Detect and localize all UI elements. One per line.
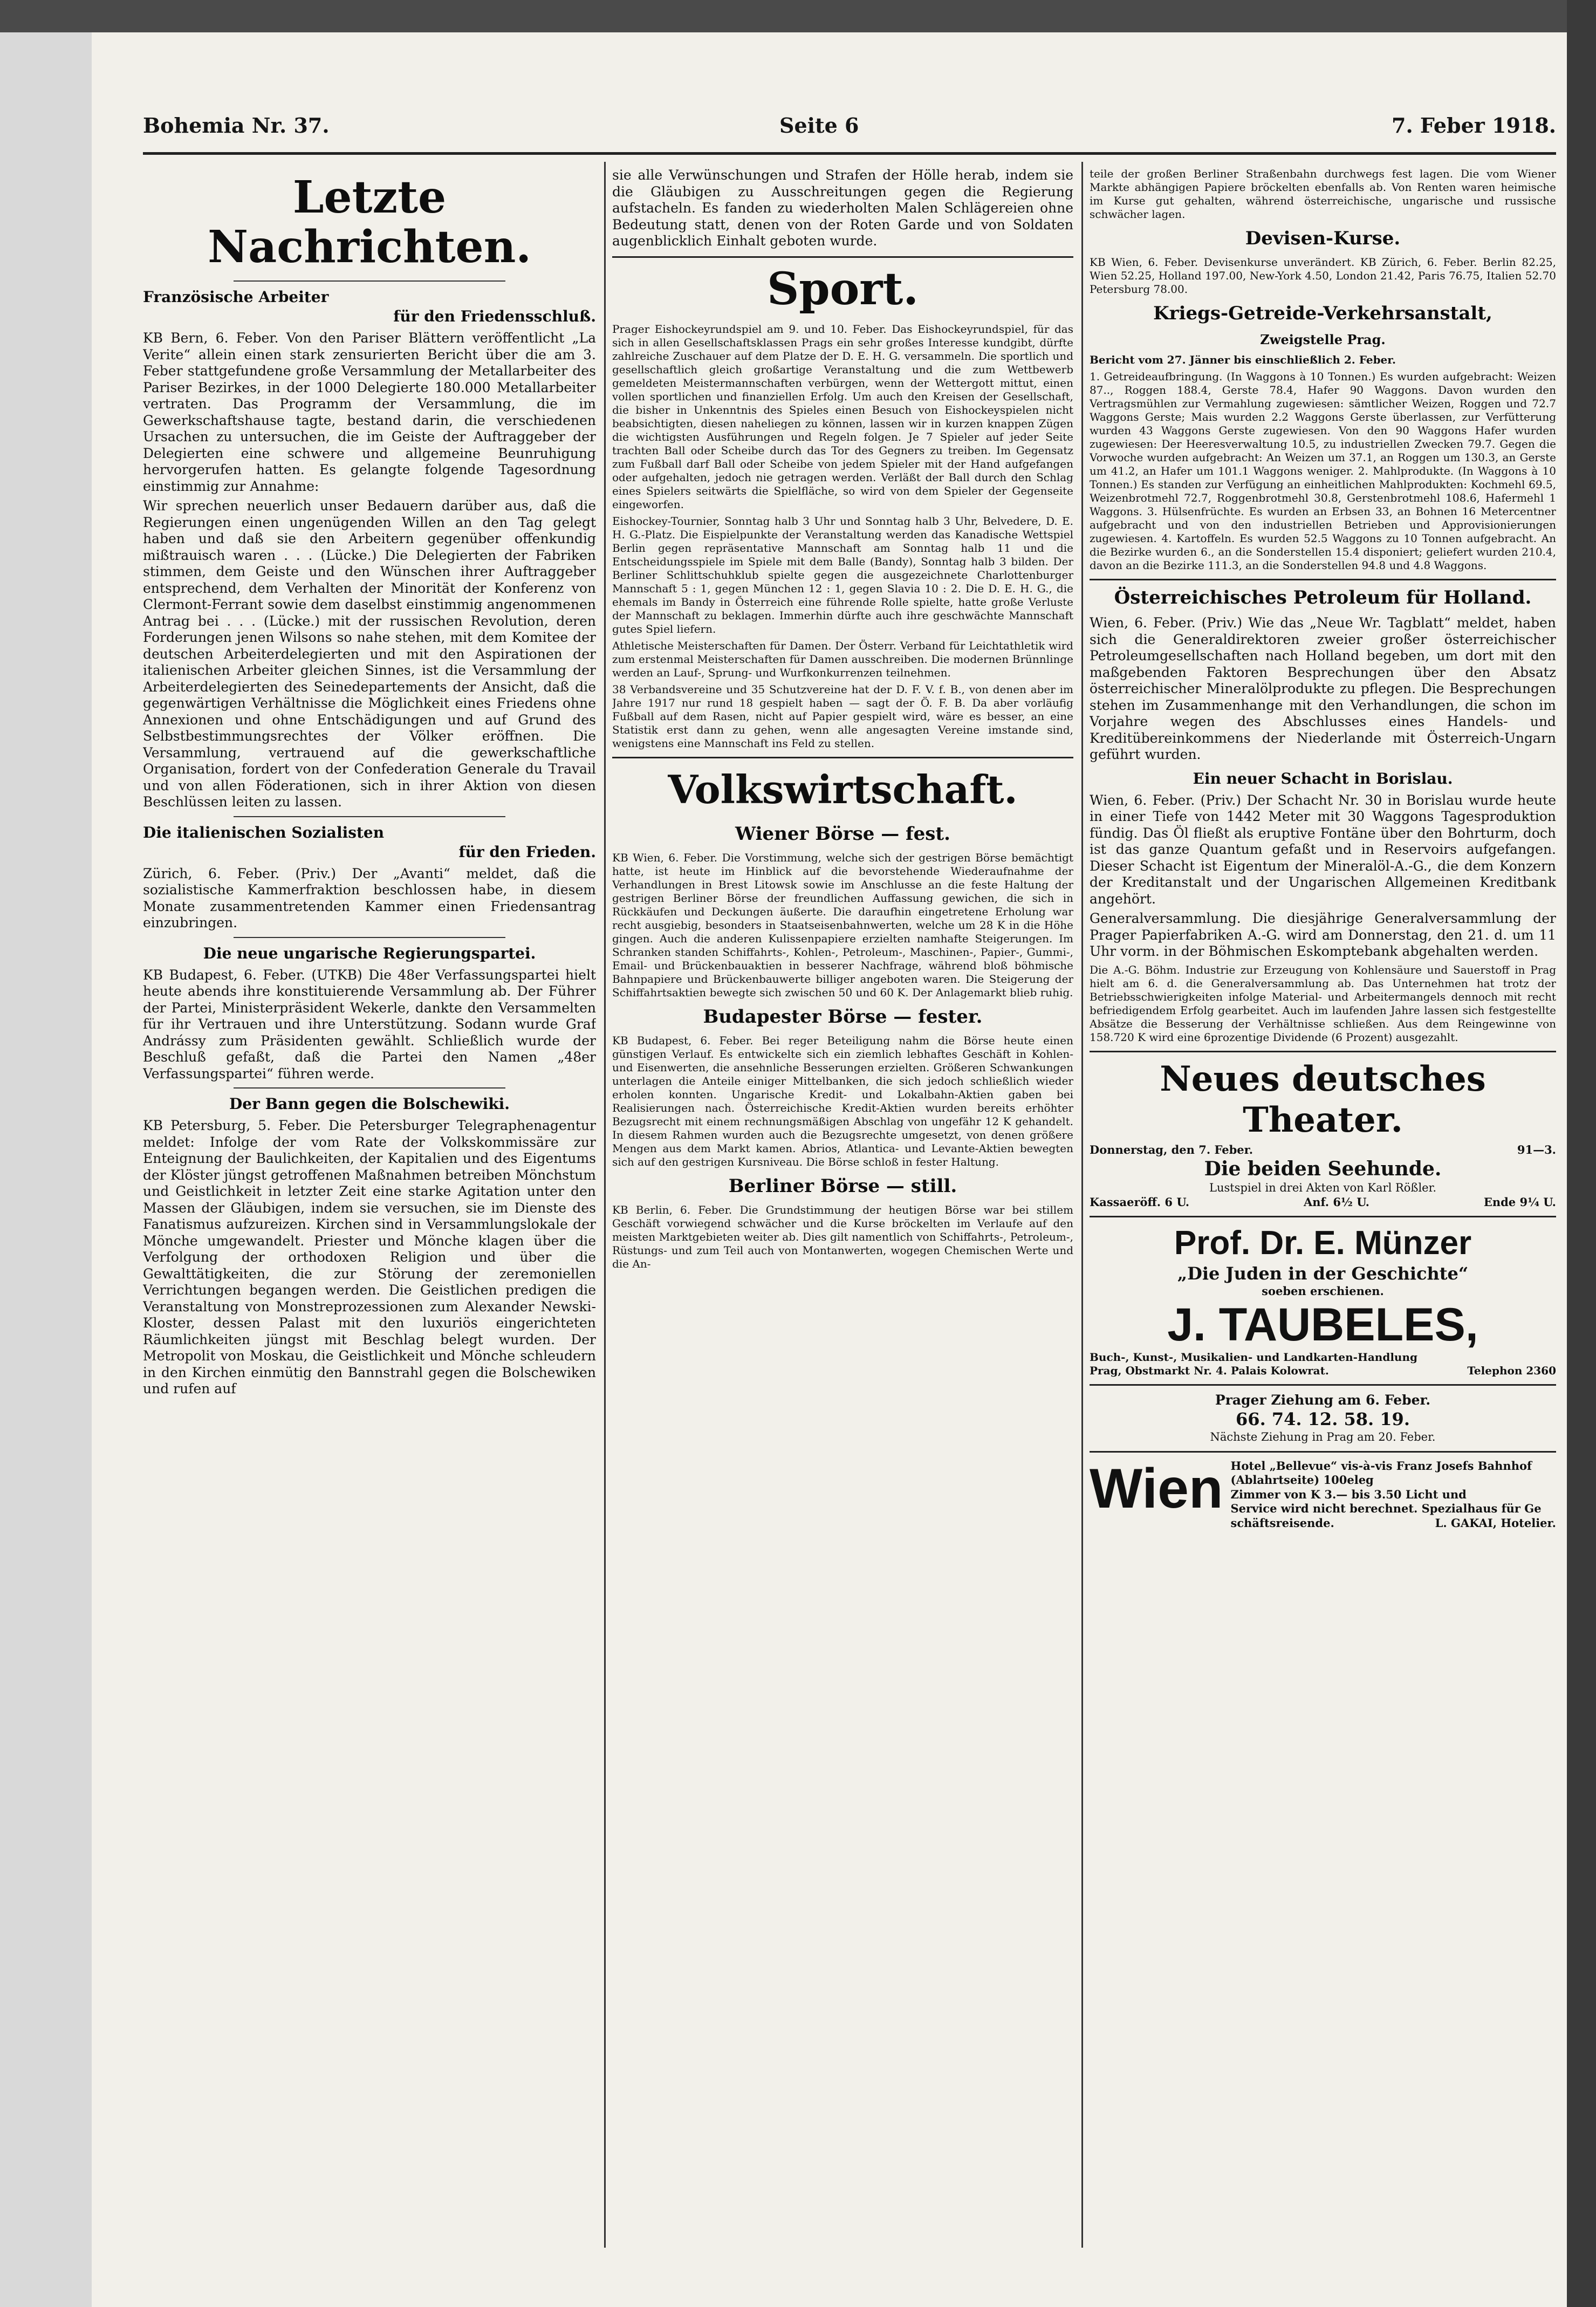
book-ad xyxy=(1090,1224,1556,1378)
article-title: Kriegs-Getreide-Verkehrsanstalt, xyxy=(1153,303,1492,324)
article-text: Die A.-G. Böhm. Industrie zur Erzeugung von Kohlensäure und Sauerstoff in Prag hielt am 6. d. die Generalversammlung ab. Das Unternehmen hat trotz der Betriebsschwierigkeiten infolge Material- und Arbeitermangels dennoch mit recht befriedigendem Erfolg gearbeitet. Auch im laufenden Jahre lassen sich festgestellte Absätze die Besserung der Verhältnisse schließen. Aus dem Reingewinne von 158.720 K wird eine 6prozentige Dividende (6 Prozent) ausgezahlt. xyxy=(1090,963,1556,1044)
article-text: Wir sprechen neuerlich unser Bedauern darüber aus, daß die Regierungen einen ungenügenden Willen an den Tag gelegt haben und daß sie den Arbeitern gegenüber offenkundig mißtrauisch waren . . . (Lücke.) Die Delegierten der Fabriken stimmen, dem Geiste und den Wünschen ihrer Auftraggeber entsprechend, dem Verhalten der Minorität der Konferenz von Clermont-Ferrant sowie dem daselbst einstimmig angenommenen Antrag bei . . . (Lücke.) mit der russischen Revolution, deren Forderungen jenen Wilsons so nahe stehen, mit dem Komitee der deutschen Arbeiterdelegierten und mit den Aspirationen der italienischen Arbeiter gleichen Sinnes, ist die Versammlung der Arbeiterdelegierten des Seinedepartements der Ansicht, daß die gegenwärtigen Verhältnisse die Möglichkeit eines Friedens ohne Annexionen und ohne Entschädigungen und auf Grund des Selbstbestimmungsrechtes der Völker eröffnen. Die Versammlung, vertrauend auf die gewerkschaftliche Organisation, fordert von der Confederation Generale du Travail und von allen Föderationen, sich in ihrer Aktion von diesen Beschlüssen leiten zu lassen. xyxy=(143,498,596,810)
publisher-address: Prag, Obstmarkt Nr. 4. Palais Kolowrat. xyxy=(1090,1364,1329,1377)
article-title: Ein neuer Schacht in Borislau. xyxy=(1193,769,1453,788)
article-text: Zürich, 6. Feber. (Priv.) Der „Avanti“ meldet, daß die sozialistische Kammerfraktion beschlossen habe, in diesem Monate zusammentretenden Kammer einen Friedensantrag einzubringen. xyxy=(143,865,596,930)
article-text: 1. Getreideaufbringung. (In Waggons à 10 Tonnen.) Es wurden aufgebracht: Weizen 87.., Roggen 188.4, Gerste 78.4, Hafer 90 Waggons. Davon wurden den Vertragsmühlen zur Vermahlung zugewiesen: sämtlicher Weizen, Roggen und 72.7 Waggons Gerste; Mais wurden 2.2 Waggons Gerste überlassen, zur Verfütterung wurden 43 Waggons Gerste zugewiesen. Von den 90 Waggons Hafer wurden zugewiesen: Der Heeresverwaltung 10.5, zu industriellen Zwecken 79.7. Gegen die Vorwoche wurden aufgebracht: An Weizen um 37.1, an Roggen um 130.3, an Gerste um 41.2, an Hafer um 101.1 Waggons weniger. 2. Mahlprodukte. (In Waggons à 10 Tonnen.) Es standen zur Verfügung an einheitlichen Mahlprodukten: Kochmehl 69.5, Weizenbrotmehl 72.7, Roggenbrotmehl 30.8, Gerstenbrotmehl 108.6, Hafermehl 1 Waggons. 3. Hülsenfrüchte. Es wurden an Erbsen 33, an Bohnen 16 Metercentner aufgebracht und von den industriellen Betrieben und Approvisionierungen zugewiesen. 4. Kartoffeln. Es wurden 52.5 Waggons zu 10 Tonnen aufgebracht. An die Bezirke wurden 6., an die Sonderstellen 15.4 disponiert; geliefert wurden 210.4, davon an die Bezirke 111.3, an die Sonderstellen 94.8 und 4.8 Waggons. xyxy=(1090,370,1556,572)
hotel-line: Hotel „Bellevue“ vis-à-vis Franz Josefs Bahnhof (Ablahrtseite) 100eleg xyxy=(1230,1459,1532,1487)
column-3 xyxy=(1090,167,1556,2256)
article-text: KB Budapest, 6. Feber. (UTKB) Die 48er Verfassungspartei hielt heute abends ihre konstituierende Versammlung ab. Der Führer der Partei, Ministerpräsident Wekerle, dankte den Versammelten für ihr Vertrauen und ihre Unterstützung. Sodann wurde Graf Andrássy zum Präsidenten gewählt. Schließlich wurde der Beschluß gefaßt, daß die Partei den Namen „48er Verfassungspartei“ führen werde. xyxy=(143,967,596,1081)
hotel-line: schäftsreisende. xyxy=(1230,1516,1334,1530)
divider xyxy=(1090,1051,1556,1052)
theater-ad xyxy=(1090,1059,1556,1210)
newspaper-page xyxy=(92,32,1567,2307)
article-text: Bericht vom 27. Jänner bis einschließlich 2. Feber. xyxy=(1090,353,1396,366)
scan-border-right xyxy=(1567,0,1596,2307)
lottery-numbers: 66. 74. 12. 58. 19. xyxy=(1236,1409,1410,1429)
section-title-letzte-nachrichten: Letzte Nachrichten. xyxy=(208,172,531,273)
article-text: KB Wien, 6. Feber. Die Vorstimmung, welche sich der gestrigen Börse bemächtigt hatte, ist heute im Hinblick auf die bevorstehende Wiederaufnahme der Verhandlungen in Brest Litowsk sowie im Anschlusse an die feste Haltung der gestrigen Berliner Börse der freundlichen Auffassung gewichen, die sich in Rückkäufen und Deckungen äußerte. Die daraufhin eingetretene Erholung war recht ausgiebig, besonders in Staatseisenbahnwerten, welche um 28 K in die Höhe gingen. Auch die anderen Kulissenpapiere erzielten namhafte Steigerungen. Im Schranken standen Schiffahrts-, Kohlen-, Petroleum-, Maschinen-, Papier-, Gummi-, Email- und Brückenbauaktien in besserer Nachfrage, während bloß böhmische Bahnpapiere und Brückenbauwerte billiger angeboten waren. Die Steigerung der Schiffahrtsaktien bewegte sich zwischen 50 und 60 K. Der Anlagemarkt blieb ruhig. xyxy=(612,851,1073,999)
column-divider xyxy=(604,162,606,2248)
lottery-title: Prager Ziehung am 6. Feber. xyxy=(1215,1392,1431,1408)
article-text: KB Petersburg, 5. Feber. Die Petersburger Telegraphenagentur meldet: Infolge der vom Rate der Volkskommissäre zur Enteignung der Baulichkeiten, der Kapitalien und des Eigentums der Klöster jüngst getroffenen Maßnahmen betreiben Mönchstum und Geistlichkeit in letzter Zeit eine starke Agitation unter den Massen der Gläubigen, indem sie versuchen, sie im Dienste des Fanatismus aufzureizen. Kirchen sind in Versammlungslokale der Mönche umgewandelt. Priester und Mönche klagen über die Verfolgung der orthodoxen Religion und über die Gewalttätigkeiten, die zur Störung der zeremoniellen Verrichtungen begangen werden. Die Geistlichen predigen die Veranstaltung von Monstreprozessionen zum Alexander Newski-Kloster, dessen Palast mit den luxuriös eingerichteten Räumlichkeiten jüngst mit Beschlag belegt wurden. Der Metropolit von Moskau, die Geistlichkeit und Mönche schleudern in den Kirchen einmütig den Bannstrahl gegen die Bolschewiken und rufen auf xyxy=(143,1118,596,1396)
divider xyxy=(612,757,1073,758)
divider xyxy=(234,280,505,282)
header-date: 7. Feber 1918. xyxy=(1392,113,1556,138)
hotel-line: Zimmer von K 3.— bis 3.50 Licht und xyxy=(1230,1487,1467,1501)
article-title: Wiener Börse — fest. xyxy=(735,823,950,845)
article-text: Athletische Meisterschaften für Damen. Der Österr. Verband für Leichtathletik wird zum erstenmal Meisterschaften für Damen ausschreiben. Die modernen Brünnlinge werden an Lauf-, Sprung- und Wurfkonkurrenzen teilnehmen. xyxy=(612,639,1073,679)
divider xyxy=(1090,1451,1556,1453)
theater-ende: Ende 9¼ U. xyxy=(1483,1195,1556,1209)
article-subtitle: Zweigstelle Prag. xyxy=(1260,332,1386,347)
article-text: Wien, 6. Feber. (Priv.) Der Schacht Nr. 30 in Borislau wurde heute in einer Tiefe von 1442 Meter mit 30 Waggons Tagesproduktion fündig. Das Öl fließt als eruptive Fontäne über den Bohrturm, doch ist das ganze Quantum gefaßt und in Reservoirs aufgefangen. Dieser Schacht ist Eigentum der Mineralöl-A.-G., die dem Konzern der Kreditanstalt und der Ungarischen Allgemeinen Kreditbank angehört. xyxy=(1090,792,1556,907)
article-text: Wien, 6. Feber. (Priv.) Wie das „Neue Wr. Tagblatt“ meldet, haben sich die Generaldirektoren zweier großer österreichischer Petroleumgesellschaften nach Holland begeben, um dort mit den maßgebenden Faktoren Besprechungen über den Absatz österreichischer Mineralölprodukte zu pflegen. Die Besprechungen stehen im Zusammenhange mit den Verhandlungen, die schon im Vorjahre wegen des Abschlusses eines Handels- und Kreditübereinkommens der Niederlande mit Österreich-Ungarn geführt wurden. xyxy=(1090,615,1556,762)
divider xyxy=(1090,579,1556,580)
article-text: teile der großen Berliner Straßenbahn durchwegs fest lagen. Die vom Wiener Markte abhängigen Papiere bröckelten ebenfalls ab. Von Renten waren heimische im Kurse gut gehalten, während österreichische, ungarische und russische schwächer lagen. xyxy=(1090,167,1556,221)
divider xyxy=(1090,1384,1556,1386)
section-title-sport: Sport. xyxy=(767,263,919,315)
header-rule xyxy=(143,152,1556,155)
article-text: KB Berlin, 6. Feber. Die Grundstimmung der heutigen Börse war bei stillem Geschäft vorwiegend schwächer und die Kurse bröckelten im Verlaufe auf den meisten Marktgebieten weiter ab. Dies gilt namentlich von Schiffahrts-, Petroleum-, Rüstungs- und zum Teil auch von Montanwerten, wogegen Chemischen Werte und die An- xyxy=(612,1203,1073,1270)
divider xyxy=(234,1087,505,1089)
article-text: KB Bern, 6. Feber. Von den Pariser Blättern veröffentlicht „La Verite“ allein einen stark zensurierten Bericht über die am 3. Feber stattgefundene große Versammlung der Metallarbeiter des Pariser Bezirkes, in der 1000 Delegierte 180.000 Metallarbeiter vertraten. Das Programm der Versammlung, die im Gewerkschaftshause tagte, bestand darin, die verschiedenen Ursachen zu untersuchen, die im Geiste der Auftraggeber der Delegierten eine schwere und allgemeine Beunruhigung hervorgerufen hatten. Es gelangte folgende Tagesordnung einstimmig zur Annahme: xyxy=(143,330,596,494)
theater-subtitle: Lustspiel in drei Akten von Karl Rößler. xyxy=(1209,1181,1436,1194)
lottery-ad xyxy=(1090,1392,1556,1445)
divider xyxy=(234,937,505,938)
article-text: KB Budapest, 6. Feber. Bei reger Beteiligung nahm die Börse heute einen günstigen Verlauf. Es entwickelte sich ein ziemlich lebhaftes Geschäft in Kohlen- und Eisenwerten, die ansehnliche Besserungen erzielten. Größeren Schwankungen unterlagen die Anteile einiger Mittelbanken, die sich jedoch schließlich wieder erholen konnten. Ungarische Kredit- und Lokalbahn-Aktien gaben bei Realisierungen nach. Österreichische Kredit-Aktien wurden bereits erhöhter Bezugsrecht mit einem rechnungsmäßigen Abschlag von ungefähr 12 K gehandelt. In diesem Rahmen wurden auch die Bezugsrechte umgesetzt, von denen größere Mengen aus dem Markt kamen. Abrios, Atlantica- und Levante-Aktien bewegten sich auf den gestrigen Kursniveau. Die Börse schloß in fester Haltung. xyxy=(612,1033,1073,1168)
hotel-owner: L. GAKAI, Hotelier. xyxy=(1435,1516,1556,1530)
divider xyxy=(234,816,505,817)
theater-play: Die beiden Seehunde. xyxy=(1204,1158,1442,1180)
article-text: sie alle Verwünschungen und Strafen der Hölle herab, indem sie die Gläubigen zu Ausschreitungen gegen die Regierung aufstacheln. Es fanden zu wiederholten Malen Schlägereien ohne Bedeutung statt, denen von der Roten Garde und von Soldaten augenblicklich Einhalt geboten wurde. xyxy=(612,167,1073,249)
article-title: für den Frieden. xyxy=(458,843,596,861)
book-note: soeben erschienen. xyxy=(1262,1284,1384,1298)
article-title: Budapester Börse — fester. xyxy=(703,1005,983,1028)
column-1 xyxy=(143,167,596,2256)
hotel-city: Wien xyxy=(1090,1457,1223,1520)
header-page-number: Seite 6 xyxy=(779,113,859,138)
article-title: Französische Arbeiter xyxy=(143,288,329,306)
article-text: Prager Eishockeyrundspiel am 9. und 10. Feber. Das Eishockeyrundspiel, für das sich in allen Gesellschaftsklassen Prags ein sehr großes Interesse kundgibt, dürfte zahlreiche Zuschauer auf dem Platze der D. E. H. G. versammeln. Die sportlich und gesellschaftlich gleich großartige Veranstaltung und die zum Wettbewerb gemeldeten Meistermannschaften verbürgen, wenn der Wettergott mittut, einen vollen sportlichen und finanziellen Erfolg. Um auch den Kreisen der Gesellschaft, die bisher in Unkenntnis des Spieles einen Besuch von Eishockeyspielen nicht beabsichtigten, diesen naheliegen zu können, lassen wir in kurzen knappen Zügen die wichtigsten Ausführungen und Regeln folgen. Je 7 Spieler auf jeder Seite trachten Ball oder Scheibe durch das Tor des Gegners zu treiben. Im Gegensatz zum Fußball darf Ball oder Scheibe von jedem Spieler mit der Hand aufgefangen oder aufgehalten, jedoch nie getragen werden. Verläßt der Ball durch den Schlag eines Spielers seitwärts die Spielfläche, so wird von dem Spieler der Gegenseite eingeworfen. xyxy=(612,322,1073,511)
article-title: Die italienischen Sozialisten xyxy=(143,823,385,841)
article-text: Eishockey-Tournier, Sonntag halb 3 Uhr und Sonntag halb 3 Uhr, Belvedere, D. E. H. G.-Platz. Die Eispielpunkte der Veranstaltung werden das Kanadische Wettspiel Berlin gegen repräsentative Mannschaft am Sonntag halb 11 und die Entscheidungsspiele im Spiele mit dem Balle (Bandy), Sonntag halb 3 bilden. Der Berliner Schlittschuhklub spielte gegen die ausgezeichnete Charlottenburger Mannschaft 5 : 1, gegen München 12 : 1, gegen Slavia 10 : 2. Die D. E. H. G., die ehemals im Bandy in Österreich eine führende Rolle spielte, hatte große Verluste der Mannschaft zu beklagen. Immerhin dürfte auch ihre geschwächte Mannschaft gutes Spiel liefern. xyxy=(612,514,1073,635)
publisher-phone: Telephon 2360 xyxy=(1467,1364,1556,1377)
publisher-line: Buch-, Kunst-, Musikalien- und Landkarten-Handlung xyxy=(1090,1350,1417,1364)
theater-title: Neues deutsches Theater. xyxy=(1160,1058,1486,1140)
lottery-next: Nächste Ziehung in Prag am 20. Feber. xyxy=(1210,1430,1436,1443)
article-text: 38 Verbandsvereine und 35 Schutzvereine hat der D. F. V. f. B., von denen aber im Jahre 1917 nur rund 18 gespielt haben — sagt der Ö. F. B. Da aber vorläufig Fußball auf dem Rasen, nicht auf Papier gespielt wird, wäre es besser, an eine Statistik erst dann zu gehen, wenn alle angesagten Vereine imstande sind, wenigstens eine Mannschaft ins Feld zu stellen. xyxy=(612,682,1073,750)
article-title: Österreichisches Petroleum für Holland. xyxy=(1114,587,1532,608)
header-issue: Bohemia Nr. 37. xyxy=(143,113,330,138)
divider xyxy=(1090,1216,1556,1217)
column-divider xyxy=(1081,162,1083,2248)
divider xyxy=(612,256,1073,258)
article-title: Berliner Börse — still. xyxy=(728,1175,957,1197)
author-name: Prof. Dr. E. Münzer xyxy=(1174,1224,1472,1262)
publisher-name: J. TAUBELES, xyxy=(1167,1298,1478,1351)
article-title: Die neue ungarische Regierungspartei. xyxy=(203,944,536,962)
hotel-ad xyxy=(1090,1459,1556,1531)
article-text: Generalversammlung. Die diesjährige Generalversammlung der Prager Papierfabriken A.-G. wird am Donnerstag, den 21. d. um 11 Uhr vorm. in der Böhmischen Eskomptebank abgehalten werden. xyxy=(1090,911,1556,959)
theater-anfang: Anf. 6½ U. xyxy=(1303,1195,1369,1209)
theater-kassa: Kassaeröff. 6 U. xyxy=(1090,1195,1190,1209)
scan-border-top xyxy=(0,0,1567,32)
article-title: Der Bann gegen die Bolschewiki. xyxy=(229,1095,510,1113)
book-title: „Die Juden in der Geschichte“ xyxy=(1177,1263,1469,1284)
theater-date: Donnerstag, den 7. Feber. xyxy=(1090,1142,1253,1156)
theater-number: 91—3. xyxy=(1517,1142,1556,1156)
hotel-line: Service wird nicht berechnet. Spezialhaus für Ge xyxy=(1230,1502,1542,1515)
article-title: Devisen-Kurse. xyxy=(1245,228,1401,249)
article-text: KB Wien, 6. Feber. Devisenkurse unverändert. KB Zürich, 6. Feber. Berlin 82.25, Wien 52.25, Holland 197.00, New-York 4.50, London 21.42, Paris 76.75, Italien 52.70 Petersburg 78.00. xyxy=(1090,256,1556,296)
page-header xyxy=(143,113,1556,146)
article-title: für den Friedensschluß. xyxy=(393,307,596,325)
section-title-volkswirtschaft: Volkswirtschaft. xyxy=(668,766,1018,812)
column-2 xyxy=(612,167,1073,2256)
